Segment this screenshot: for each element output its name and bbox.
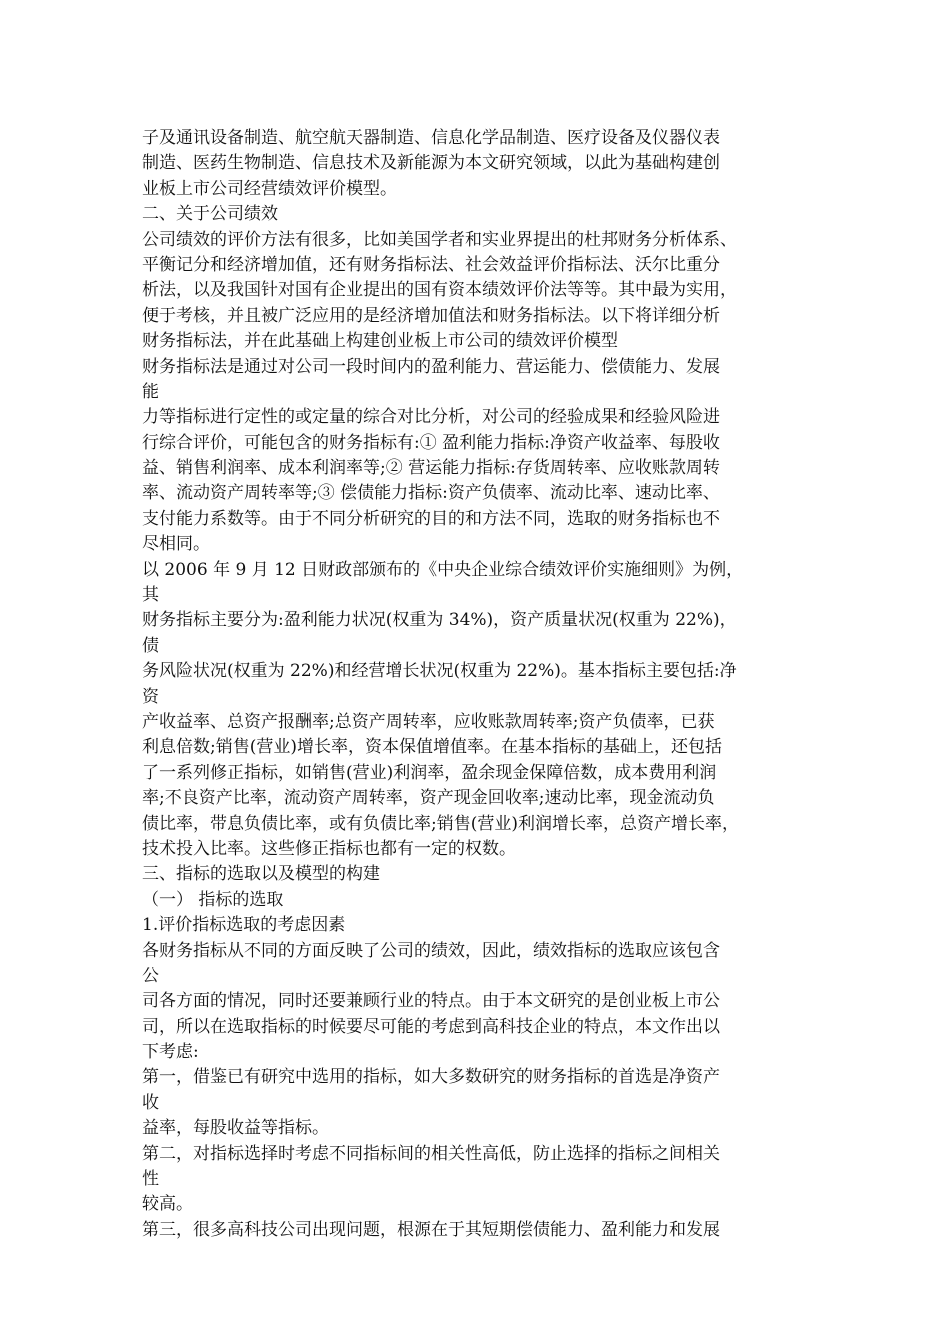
text-line: 第二，对指标选择时考虑不同指标间的相关性高低，防止选择的指标之间相关: [142, 1143, 720, 1164]
text-line: 各财务指标从不同的方面反映了公司的绩效，因此，绩效指标的选取应该包含: [142, 940, 720, 961]
text-line: 析法，以及我国针对国有企业提出的国有资本绩效评价法等等。其中最为实用，: [142, 280, 737, 301]
text-line: 财务指标法是通过对公司一段时间内的盈利能力、营运能力、偿债能力、发展: [142, 356, 720, 377]
text-line: 公司绩效的评价方法有很多，比如美国学者和实业界提出的杜邦财务分析体系、: [142, 229, 737, 250]
text-line: 司，所以在选取指标的时候要尽可能的考虑到高科技企业的特点，本文作出以: [142, 1016, 720, 1037]
document-body: [142, 126, 822, 1243]
text-line: 技术投入比率。这些修正指标也都有一定的权数。: [142, 838, 516, 859]
text-line: 益、销售利润率、成本利润率等;② 营运能力指标:存货周转率、应收账款周转: [142, 458, 720, 479]
text-line: 公: [142, 965, 159, 986]
text-line: 率、流动资产周转率等;③ 偿债能力指标:资产负债率、流动比率、速动比率、: [142, 483, 720, 504]
text-line: 务风险状况(权重为 22%)和经营增长状况(权重为 22%)。基本指标主要包括:净: [142, 661, 737, 682]
text-line: 益率，每股收益等指标。: [142, 1118, 329, 1139]
text-line: 二、关于公司绩效: [142, 204, 278, 225]
text-line: 产收益率、总资产报酬率;总资产周转率，应收账款周转率;资产负债率，已获: [142, 711, 715, 732]
text-line: 1.评价指标选取的考虑因素: [142, 915, 346, 936]
text-line: 收: [142, 1092, 159, 1113]
text-line: 了一系列修正指标，如销售(营业)利润率，盈余现金保障倍数，成本费用利润: [142, 762, 717, 783]
text-line: 力等指标进行定性的或定量的综合对比分析，对公司的经验成果和经验风险进: [142, 407, 720, 428]
text-line: 三、指标的选取以及模型的构建: [142, 864, 380, 885]
text-line: （一） 指标的选取: [142, 889, 284, 910]
text-line: 资: [142, 686, 159, 707]
text-line: 较高。: [142, 1194, 193, 1215]
text-line: 以 2006 年 9 月 12 日财政部颁布的《中央企业综合绩效评价实施细则》为例，: [142, 559, 744, 580]
text-line: 利息倍数;销售(营业)增长率，资本保值增值率。在基本指标的基础上，还包括: [142, 737, 722, 758]
text-line: 财务指标主要分为:盈利能力状况(权重为 34%)，资产质量状况(权重为 22%)，: [142, 610, 737, 631]
text-line: 业板上市公司经营绩效评价模型。: [142, 178, 397, 199]
text-line: 平衡记分和经济增加值，还有财务指标法、社会效益评价指标法、沃尔比重分: [142, 254, 720, 275]
text-line: 债比率，带息负债比率，或有负债比率;销售(营业)利润增长率，总资产增长率，: [142, 813, 739, 834]
text-line: 尽相同。: [142, 534, 210, 555]
text-line: 能: [142, 381, 159, 402]
text-line: 财务指标法，并在此基础上构建创业板上市公司的绩效评价模型: [142, 331, 618, 352]
text-line: 下考虑:: [142, 1042, 199, 1063]
text-line: 便于考核，并且被广泛应用的是经济增加值法和财务指标法。以下将详细分析: [142, 305, 720, 326]
text-line: 第一，借鉴已有研究中选用的指标，如大多数研究的财务指标的首选是净资产: [142, 1067, 720, 1088]
text-line: 子及通讯设备制造、航空航天器制造、信息化学品制造、医疗设备及仪器仪表: [142, 128, 720, 148]
text-line: 率;不良资产比率，流动资产周转率，资产现金回收率;速动比率，现金流动负: [142, 788, 715, 809]
text-line: 债: [142, 635, 159, 656]
text-line: 支付能力系数等。由于不同分析研究的目的和方法不同，选取的财务指标也不: [142, 508, 720, 529]
text-line: 制造、医药生物制造、信息技术及新能源为本文研究领域，以此为基础构建创: [142, 153, 720, 174]
text-line: 第三，很多高科技公司出现问题，根源在于其短期偿债能力、盈利能力和发展: [142, 1219, 720, 1240]
text-line: 行综合评价，可能包含的财务指标有:① 盈利能力指标:净资产收益率、每股收: [142, 432, 720, 453]
text-line: 性: [142, 1169, 159, 1190]
text-line: 其: [142, 585, 159, 606]
text-line: 司各方面的情况，同时还要兼顾行业的特点。由于本文研究的是创业板上市公: [142, 991, 720, 1012]
